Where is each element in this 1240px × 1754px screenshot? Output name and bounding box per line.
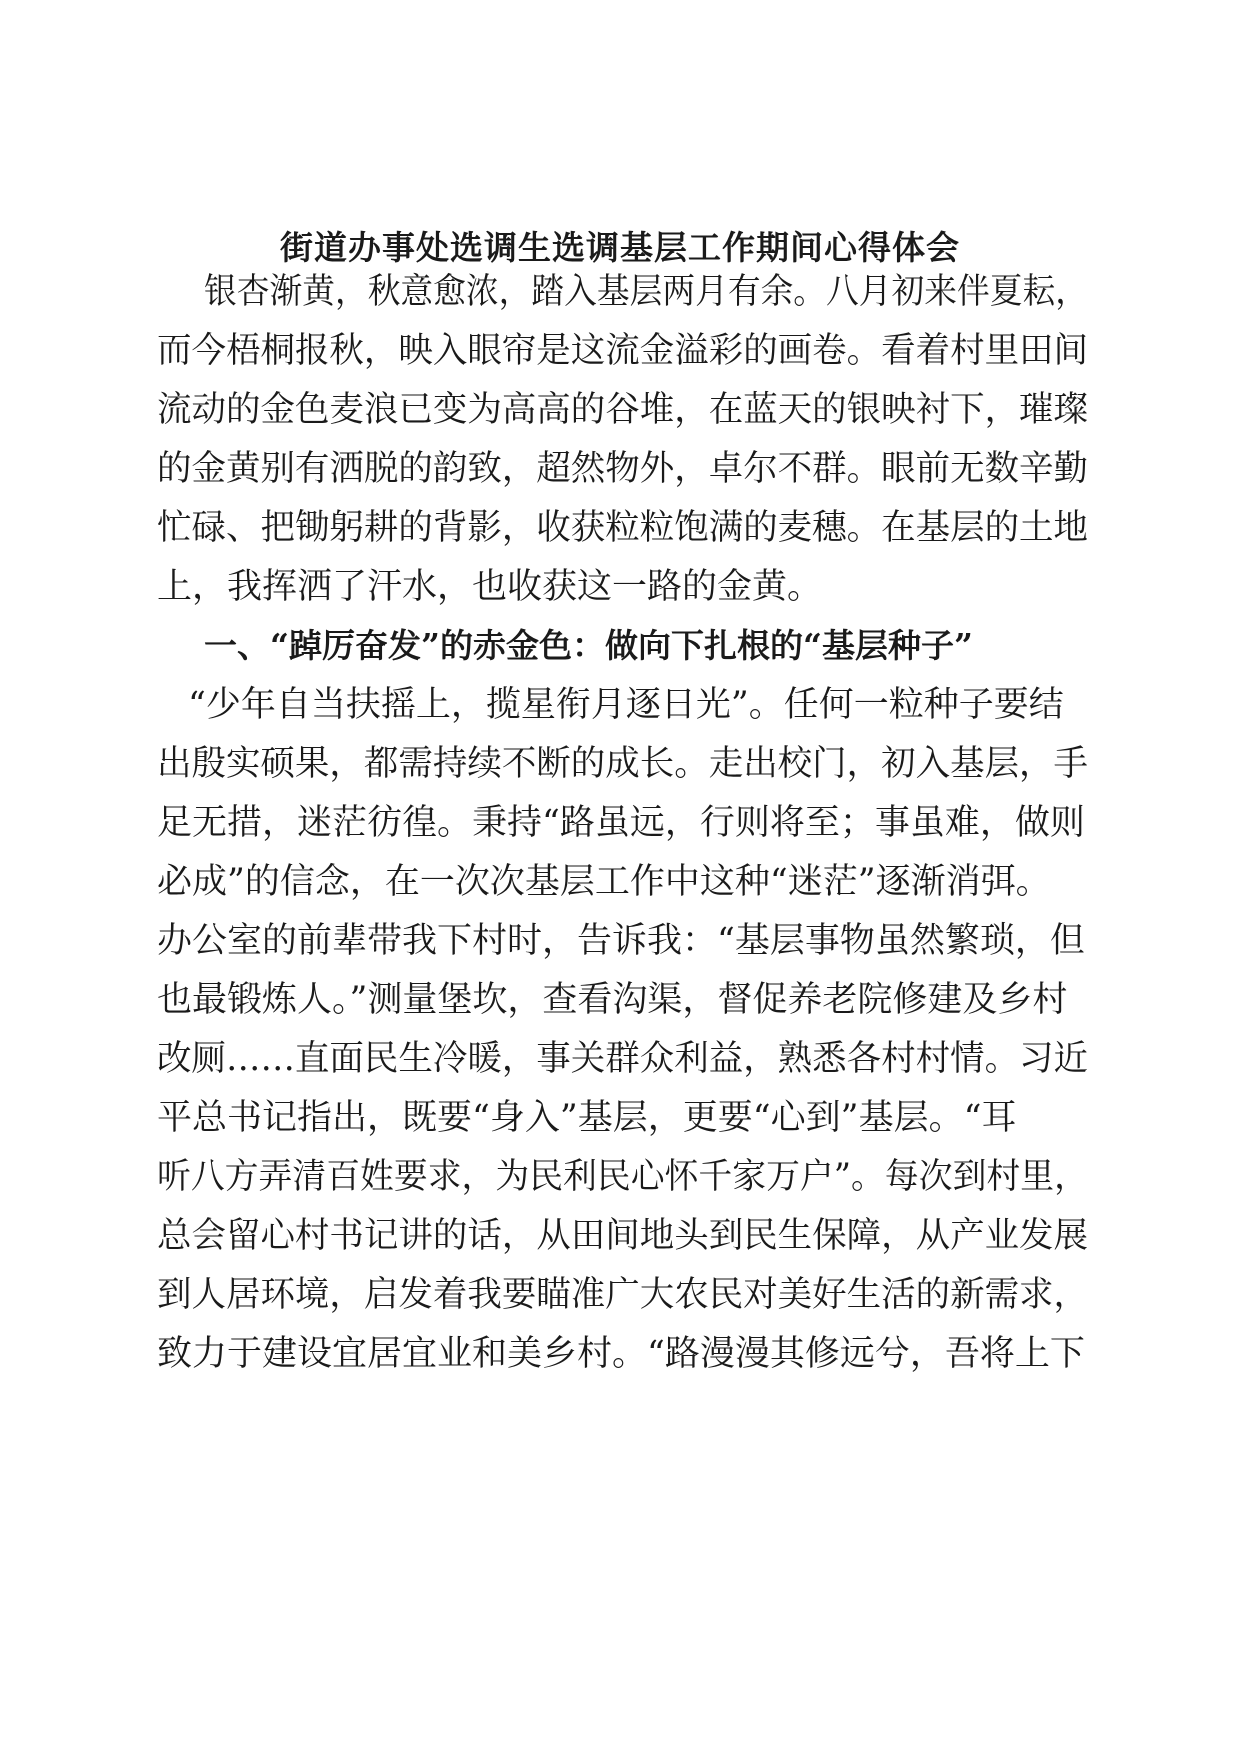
paragraph-line: 而今梧桐报秋，映入眼帘是这流金溢彩的画卷。看着村里田间	[157, 331, 1089, 371]
paragraph-line: 改厕……直面民生冷暖，事关群众利益，熟悉各村村情。习近	[157, 1039, 1089, 1079]
paragraph-line: 致力于建设宜居宜业和美乡村。“路漫漫其修远兮，吾将上下	[157, 1334, 1085, 1374]
paragraph-line: “少年自当扶摇上，揽星衔月逐日光”。任何一粒种子要结	[188, 685, 1064, 725]
paragraph-line: 的金黄别有洒脱的韵致，超然物外，卓尔不群。眼前无数辛勤	[157, 449, 1089, 489]
section-heading: 一、“踔厉奋发”的赤金色：做向下扎根的“基层种子”	[204, 626, 973, 665]
paragraph-line: 足无措，迷茫彷徨。秉持“路虽远，行则将至；事虽难，做则	[157, 803, 1085, 843]
paragraph-line: 总会留心村书记讲的话，从田间地头到民生保障，从产业发展	[157, 1216, 1089, 1256]
paragraph-line: 到人居环境，启发着我要瞄准广大农民对美好生活的新需求，	[157, 1275, 1089, 1315]
paragraph-line: 听八方弄清百姓要求，为民利民心怀千家万户”。每次到村里，	[157, 1157, 1088, 1197]
paragraph-line: 流动的金色麦浪已变为高高的谷堆，在蓝天的银映衬下，璀璨	[157, 390, 1089, 430]
paragraph-line: 忙碌、把锄躬耕的背影，收获粒粒饱满的麦穗。在基层的土地	[157, 508, 1089, 548]
paragraph-line: 出殷实硕果，都需持续不断的成长。走出校门，初入基层，手	[157, 744, 1089, 784]
paragraph-line: 也最锻炼人。”测量堡坎，查看沟渠，督促养老院修建及乡村	[157, 980, 1068, 1020]
paragraph-line: 办公室的前辈带我下村时，告诉我：“基层事物虽然繁琐，但	[157, 921, 1085, 961]
paragraph-line: 上，我挥洒了汗水，也收获这一路的金黄。	[157, 567, 823, 607]
paragraph-line: 银杏渐黄，秋意愈浓，踏入基层两月有余。八月初来伴夏耘，	[204, 272, 1088, 312]
paragraph-line: 必成”的信念，在一次次基层工作中这种“迷茫”逐渐消弭。	[157, 862, 1051, 902]
paragraph-line: 平总书记指出，既要“身入”基层，更要“心到”基层。“耳	[157, 1098, 1017, 1138]
document-title: 街道办事处选调生选调基层工作期间心得体会	[280, 228, 960, 267]
